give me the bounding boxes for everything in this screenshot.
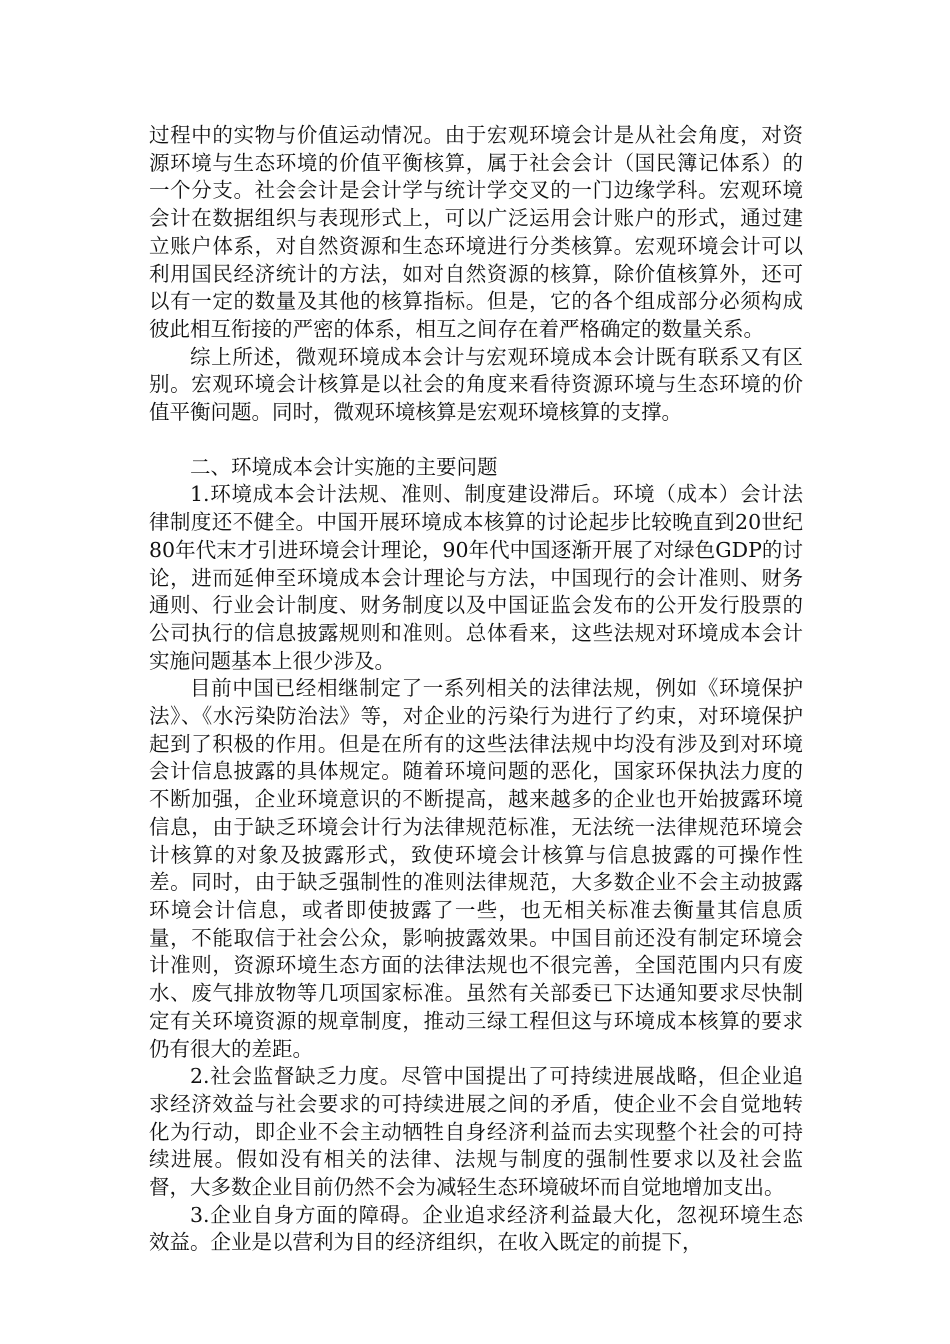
paragraph-enterprise-obstacles: 3.企业自身方面的障碍。企业追求经济利益最大化，忽视环境生态效益。企业是以营利为目的经济组织，在收入既定的前提下， — [149, 1202, 803, 1255]
paragraph-laws: 目前中国已经相继制定了一系列相关的法律法规，例如《环境保护法》、《水污染防治法》等，对企业的污染行为进行了约束，对环境保护起到了积极的作用。但是在所有的这些法律法规中均没有涉及到对环境会计信息披露的具体规定。随着环境问题的恶化，国家环保执法力度的不断加强，企业环境意识的不断提高，越来越多的企业也开始披露环境信息，由于缺乏环境会计行为法律规范标准，无法统一法律规范环境会计核算的对象及披露形式，致使环境会计核算与信息披露的可操作性差。同时，由于缺乏强制性的准则法律规范，大多数企业不会主动披露环境会计信息，或者即使披露了一些，也无相关标准去衡量其信息质量，不能取信于社会公众，影响披露效果。中国目前还没有制定环境会计准则，资源环境生态方面的法律法规也不很完善，全国范围内只有废水、废气排放物等几项国家标准。虽然有关部委已下达通知要求尽快制定有关环境资源的规章制度，推动三绿工程但这与环境成本核算的要求仍有很大的差距。 — [149, 676, 803, 1061]
paragraph-macro-accounting: 过程中的实物与价值运动情况。由于宏观环境会计是从社会角度，对资源环境与生态环境的价值平衡核算，属于社会会计（国民簿记体系）的一个分支。社会会计是会计学与统计学交叉的一门边缘学科。宏观环境会计在数据组织与表现形式上，可以广泛运用会计账户的形式，通过建立账户体系，对自然资源和生态环境进行分类核算。宏观环境会计可以利用国民经济统计的方法，如对自然资源的核算，除价值核算外，还可以有一定的数量及其他的核算指标。但是，它的各个组成部分必须构成彼此相互衔接的严密的体系，相互之间存在着严格确定的数量关系。 — [149, 123, 803, 341]
section-gap — [149, 427, 803, 454]
paragraph-summary: 综上所述，微观环境成本会计与宏观环境成本会计既有联系又有区别。宏观环境会计核算是以社会的角度来看待资源环境与生态环境的价值平衡问题。同时，微观环境核算是宏观环境核算的支撑。 — [149, 344, 803, 425]
document-body — [149, 122, 803, 1257]
paragraph-regulations: 1.环境成本会计法规、准则、制度建设滞后。环境（成本）会计法律制度还不健全。中国开展环境成本核算的讨论起步比较晚直到20世纪80年代末才引进环境会计理论，90年代中国逐渐开展了对绿色GDP的讨论，进而延伸至环境成本会计理论与方法，中国现行的会计准则、财务通则、行业会计制度、财务制度以及中国证监会发布的公开发行股票的公司执行的信息披露规则和准则。总体看来，这些法规对环境成本会计实施问题基本上很少涉及。 — [149, 482, 803, 673]
section-heading: 二、环境成本会计实施的主要问题 — [190, 454, 498, 479]
paragraph-social-supervision: 2.社会监督缺乏力度。尽管中国提出了可持续进展战略，但企业追求经济效益与社会要求的可持续进展之间的矛盾，使企业不会自觉地转化为行动，即企业不会主动牺牲自身经济利益而去实现整个社会的可持续进展。假如没有相关的法律、法规与制度的强制性要求以及社会监督，大多数企业目前仍然不会为减轻生态环境破坏而自觉地增加支出。 — [149, 1064, 803, 1200]
